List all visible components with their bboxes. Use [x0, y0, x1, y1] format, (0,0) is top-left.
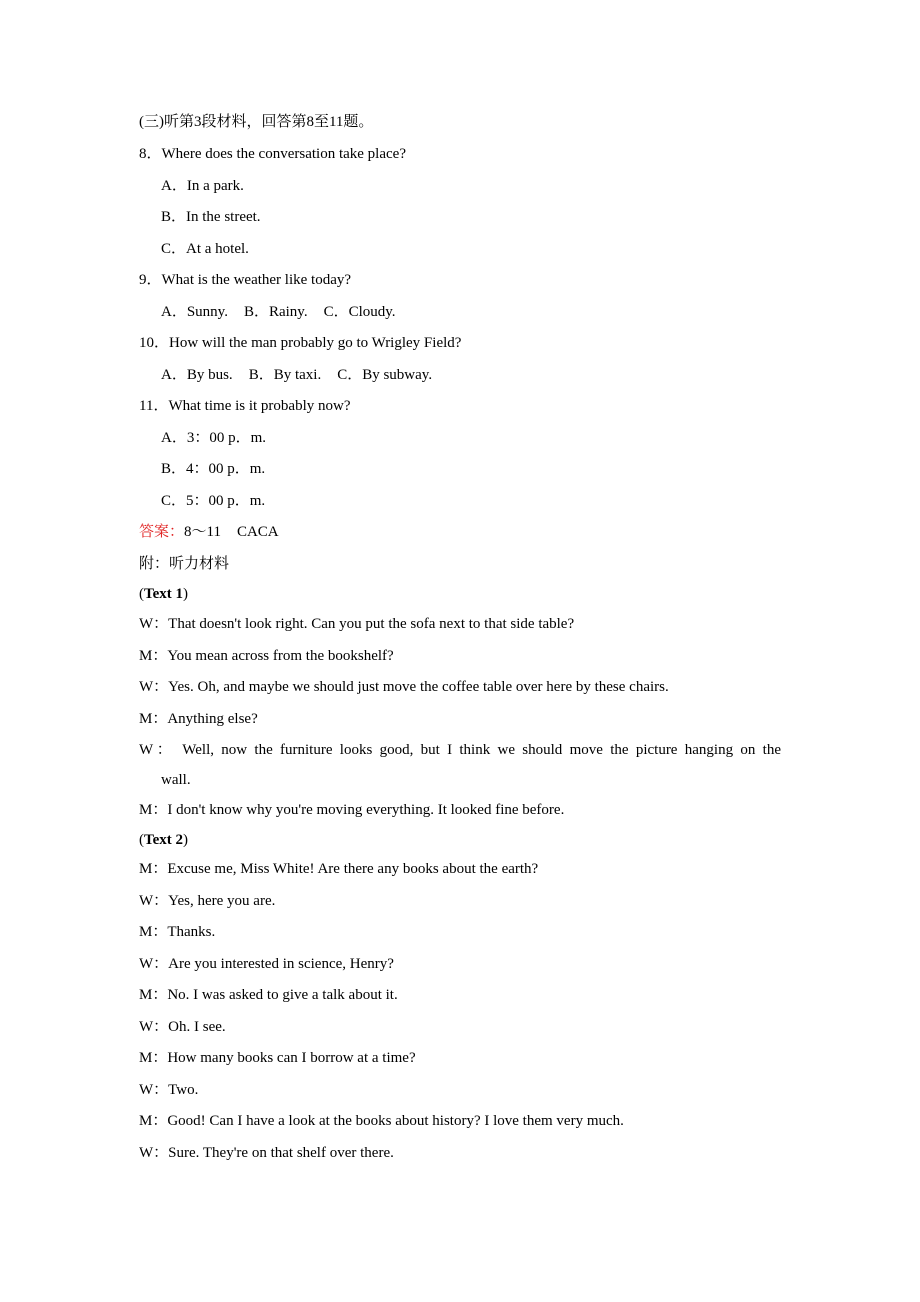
dialogue-line	[139, 677, 669, 697]
answer-label: 答案：	[139, 524, 185, 540]
speaker: W：	[139, 893, 169, 909]
dialogue-line-continuation: wall.	[161, 772, 191, 788]
speaker: W：	[139, 742, 176, 758]
paren-open: (	[139, 832, 144, 848]
dialogue-line	[139, 740, 781, 760]
utterance: Are you interested in science, Henry?	[168, 956, 394, 972]
appendix-label: 附：听力材料	[139, 556, 230, 572]
speaker: W：	[139, 616, 169, 632]
dialogue-line	[139, 646, 394, 666]
option-c: C．By subway.	[337, 367, 433, 383]
speaker: M：	[139, 648, 168, 664]
option-c: C．Cloudy.	[323, 304, 396, 320]
question-11-option-b: B．4：00 p．m.	[161, 461, 266, 477]
utterance: Well, now the furniture looks good, but I think we should move the picture hanging on the	[182, 742, 781, 758]
speaker: W：	[139, 679, 169, 695]
speaker: M：	[139, 924, 168, 940]
question-number: 8．	[139, 146, 162, 162]
paren-close: )	[183, 832, 189, 848]
utterance: That doesn't look right. Can you put the sofa next to that side table?	[168, 616, 575, 632]
question-8	[139, 144, 406, 164]
utterance: Yes. Oh, and maybe we should just move the coffee table over here by these chairs.	[168, 679, 669, 695]
question-number: 9．	[139, 272, 162, 288]
question-10	[139, 333, 461, 353]
option-b: B．Rainy.	[243, 304, 308, 320]
utterance: How many books can I borrow at a time?	[167, 1050, 416, 1066]
utterance: Good! Can I have a look at the books about history? I love them very much.	[167, 1113, 624, 1129]
answer-range: 8～11	[184, 524, 221, 540]
answer-value: CACA	[236, 524, 279, 540]
dialogue-line	[139, 1080, 198, 1100]
utterance: Excuse me, Miss White! Are there any books about the earth?	[167, 861, 539, 877]
speaker: W：	[139, 1082, 169, 1098]
question-8-option-c: C．At a hotel.	[161, 241, 249, 257]
speaker: W：	[139, 1145, 169, 1161]
paren-close: )	[183, 586, 189, 602]
option-b: B．By taxi.	[248, 367, 322, 383]
speaker: M：	[139, 861, 168, 877]
utterance: Two.	[168, 1082, 199, 1098]
utterance: Sure. They're on that shelf over there.	[168, 1145, 394, 1161]
speaker: M：	[139, 1113, 168, 1129]
utterance: Anything else?	[167, 711, 258, 727]
section-heading: (三)听第3段材料，回答第8至11题。	[139, 114, 374, 130]
utterance: Thanks.	[167, 924, 216, 940]
dialogue-line	[139, 1017, 226, 1037]
utterance: Oh. I see.	[168, 1019, 226, 1035]
dialogue-line	[139, 922, 215, 942]
utterance: I don't know why you're moving everything. It looked fine before.	[167, 802, 565, 818]
question-text: How will the man probably go to Wrigley Field?	[169, 335, 462, 351]
question-text: What is the weather like today?	[161, 272, 352, 288]
question-text: Where does the conversation take place?	[161, 146, 406, 162]
dialogue-line	[139, 800, 564, 820]
question-9	[139, 270, 351, 290]
dialogue-line	[139, 859, 538, 879]
question-11-option-c: C．5：00 p．m.	[161, 493, 266, 509]
dialogue-line	[139, 709, 258, 729]
question-text: What time is it probably now?	[168, 398, 351, 414]
question-number: 11．	[139, 398, 169, 414]
text2-title	[139, 830, 188, 850]
text2-title-label: Text 2	[144, 832, 184, 848]
question-9-options	[161, 302, 396, 322]
text1-title-label: Text 1	[144, 586, 184, 602]
speaker: M：	[139, 1050, 168, 1066]
text1-title	[139, 584, 188, 604]
dialogue-line	[139, 985, 398, 1005]
utterance: You mean across from the bookshelf?	[167, 648, 394, 664]
speaker: M：	[139, 711, 168, 727]
dialogue-line	[139, 1111, 624, 1131]
question-8-option-b: B．In the street.	[161, 209, 261, 225]
speaker: M：	[139, 987, 168, 1003]
question-10-options	[161, 365, 432, 385]
answer-line	[139, 522, 279, 542]
paren-open: (	[139, 586, 144, 602]
dialogue-line	[139, 891, 275, 911]
speaker: M：	[139, 802, 168, 818]
speaker: W：	[139, 1019, 169, 1035]
dialogue-line	[139, 1048, 416, 1068]
dialogue-line	[139, 1143, 394, 1163]
option-a: A．Sunny.	[161, 304, 228, 320]
speaker: W：	[139, 956, 169, 972]
question-number: 10．	[139, 335, 170, 351]
utterance: No. I was asked to give a talk about it.	[167, 987, 398, 1003]
dialogue-line	[139, 954, 394, 974]
question-8-option-a: A．In a park.	[161, 178, 244, 194]
option-a: A．By bus.	[161, 367, 233, 383]
dialogue-line	[139, 614, 574, 634]
question-11	[139, 396, 351, 416]
utterance: Yes, here you are.	[168, 893, 276, 909]
question-11-option-a: A．3：00 p．m.	[161, 430, 267, 446]
